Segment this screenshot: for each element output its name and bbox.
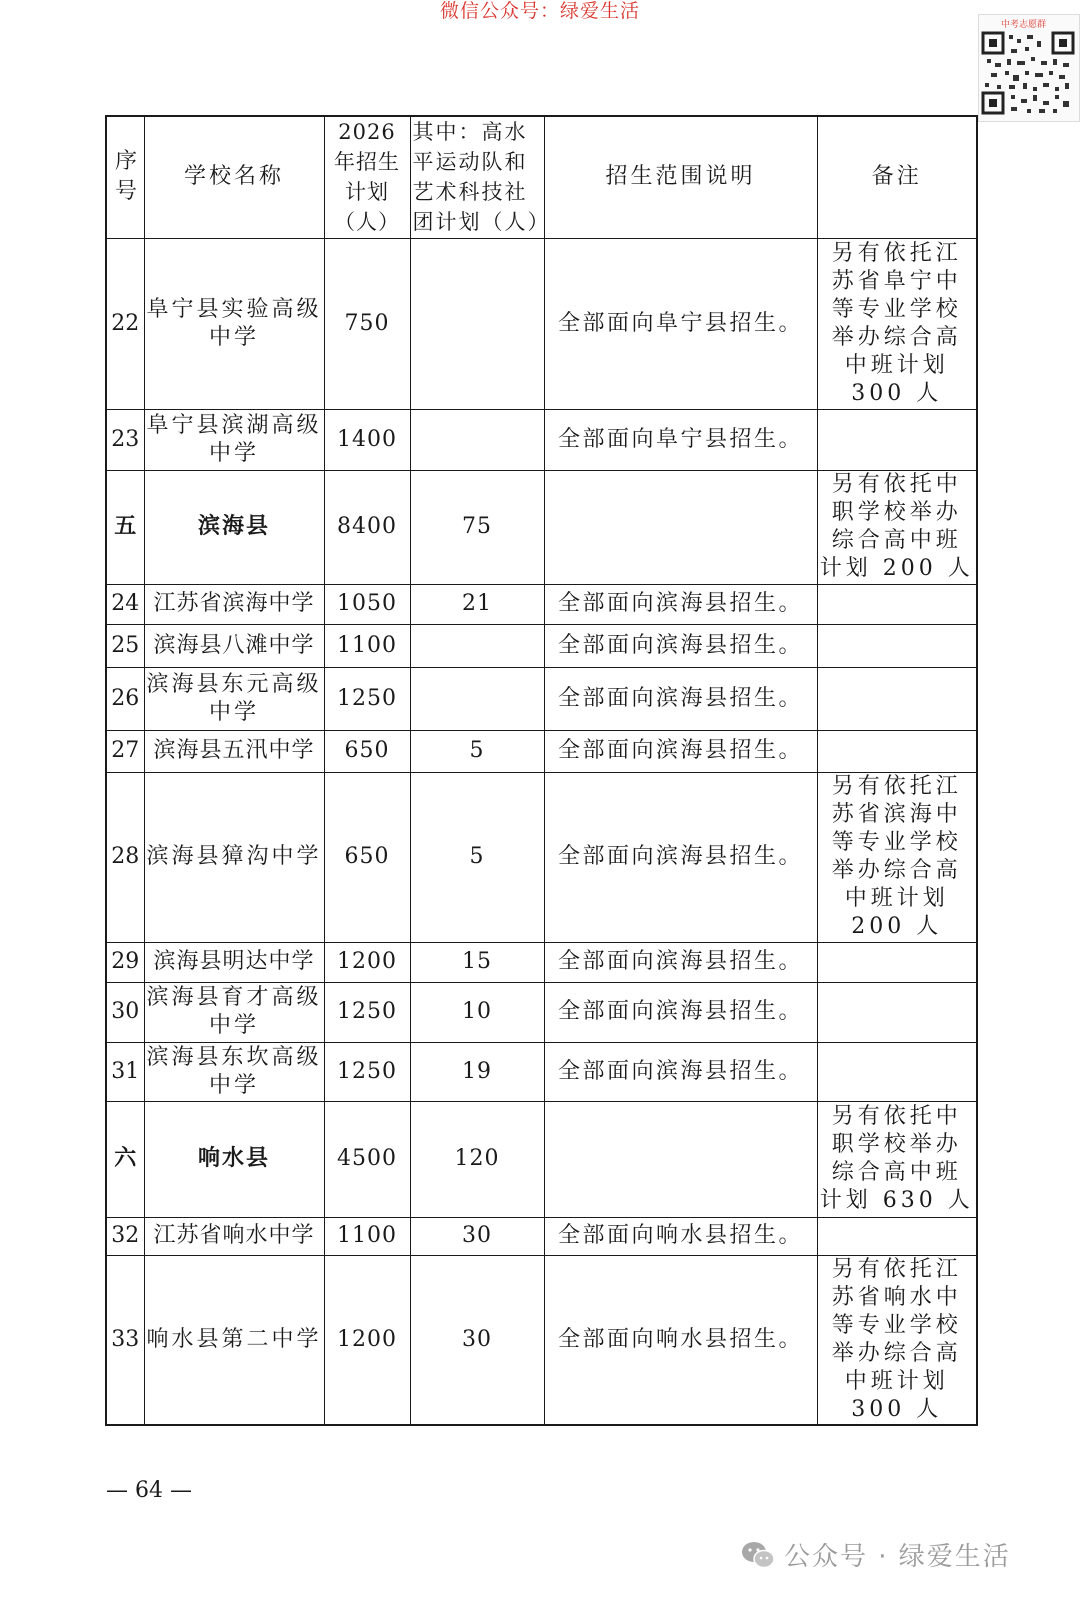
row-no: 23 <box>106 409 144 470</box>
row-plan: 1250 <box>324 1042 410 1101</box>
row-special: 30 <box>410 1255 544 1425</box>
table-row <box>106 238 977 409</box>
row-plan: 650 <box>324 730 410 772</box>
watermark-text: 公众号 · 绿爱生活 <box>784 1542 1011 1572</box>
row-note: 另有依托江苏省阜宁中等专业学校举办综合高中班计划 300 人 <box>817 238 977 409</box>
qr-code-icon <box>981 29 1075 117</box>
enrollment-plan-table <box>105 115 978 1426</box>
row-special: 15 <box>410 942 544 982</box>
row-plan: 1200 <box>324 1255 410 1425</box>
table-row <box>106 1217 977 1255</box>
top-banner: 微信公众号：绿爱生活 <box>439 0 640 22</box>
row-special <box>410 624 544 667</box>
row-scope: 全部面向滨海县招生。 <box>544 1042 817 1101</box>
row-scope: 全部面向响水县招生。 <box>544 1255 817 1425</box>
row-special <box>410 667 544 730</box>
row-school-name: 滨海县明达中学 <box>144 942 324 982</box>
table-row <box>106 584 977 624</box>
row-no: 22 <box>106 238 144 409</box>
header-note: 备注 <box>817 116 977 238</box>
row-special: 5 <box>410 772 544 942</box>
table-row <box>106 1255 977 1425</box>
row-note: 另有依托中职学校举办综合高中班计划 630 人 <box>817 1101 977 1217</box>
table-row <box>106 667 977 730</box>
row-note <box>817 667 977 730</box>
row-no: 28 <box>106 772 144 942</box>
county-row <box>106 1101 977 1217</box>
table-row <box>106 982 977 1042</box>
row-no: 25 <box>106 624 144 667</box>
row-no: 五 <box>106 470 144 584</box>
row-note: 另有依托江苏省滨海中等专业学校举办综合高中班计划 200 人 <box>817 772 977 942</box>
row-note: 另有依托江苏省响水中等专业学校举办综合高中班计划 300 人 <box>817 1255 977 1425</box>
row-scope: 全部面向响水县招生。 <box>544 1217 817 1255</box>
row-note <box>817 584 977 624</box>
header-plan: 2026 年招生计划（人） <box>324 116 410 238</box>
row-scope: 全部面向滨海县招生。 <box>544 584 817 624</box>
row-no: 29 <box>106 942 144 982</box>
row-special: 10 <box>410 982 544 1042</box>
row-special: 75 <box>410 470 544 584</box>
row-county-name: 滨海县 <box>144 470 324 584</box>
qr-code-image <box>978 14 1080 122</box>
row-no: 31 <box>106 1042 144 1101</box>
row-note <box>817 409 977 470</box>
row-plan: 1200 <box>324 942 410 982</box>
row-no: 六 <box>106 1101 144 1217</box>
row-no: 27 <box>106 730 144 772</box>
row-school-name: 阜宁县实验高级中学 <box>144 238 324 409</box>
row-no: 30 <box>106 982 144 1042</box>
row-note <box>817 1217 977 1255</box>
table-row <box>106 624 977 667</box>
row-school-name: 滨海县獐沟中学 <box>144 772 324 942</box>
county-row <box>106 470 977 584</box>
row-plan: 1250 <box>324 982 410 1042</box>
header-seq: 序号 <box>106 116 144 238</box>
table-row <box>106 772 977 942</box>
row-plan: 1050 <box>324 584 410 624</box>
row-scope: 全部面向阜宁县招生。 <box>544 238 817 409</box>
row-special: 5 <box>410 730 544 772</box>
row-plan: 1100 <box>324 624 410 667</box>
row-plan: 8400 <box>324 470 410 584</box>
row-special: 120 <box>410 1101 544 1217</box>
row-plan: 1250 <box>324 667 410 730</box>
row-scope: 全部面向滨海县招生。 <box>544 942 817 982</box>
qr-tag: 中考志愿群 <box>1001 20 1047 30</box>
header-school-name: 学校名称 <box>144 116 324 238</box>
row-plan: 650 <box>324 772 410 942</box>
row-scope: 全部面向滨海县招生。 <box>544 772 817 942</box>
row-note: 另有依托中职学校举办综合高中班计划 200 人 <box>817 470 977 584</box>
row-plan: 1100 <box>324 1217 410 1255</box>
row-school-name: 滨海县五汛中学 <box>144 730 324 772</box>
row-scope <box>544 470 817 584</box>
table-header-row <box>106 116 977 238</box>
row-school-name: 滨海县东元高级中学 <box>144 667 324 730</box>
row-note <box>817 624 977 667</box>
row-plan: 750 <box>324 238 410 409</box>
row-no: 32 <box>106 1217 144 1255</box>
row-note <box>817 1042 977 1101</box>
wechat-icon <box>740 1540 776 1570</box>
row-scope: 全部面向滨海县招生。 <box>544 667 817 730</box>
row-no: 24 <box>106 584 144 624</box>
row-no: 26 <box>106 667 144 730</box>
table-row <box>106 409 977 470</box>
row-note <box>817 982 977 1042</box>
row-special: 21 <box>410 584 544 624</box>
header-special-plan: 其中：高水平运动队和艺术科技社团计划（人） <box>410 116 544 238</box>
row-special: 30 <box>410 1217 544 1255</box>
header-scope: 招生范围说明 <box>544 116 817 238</box>
row-special <box>410 238 544 409</box>
row-scope: 全部面向滨海县招生。 <box>544 730 817 772</box>
row-school-name: 响水县第二中学 <box>144 1255 324 1425</box>
row-scope <box>544 1101 817 1217</box>
row-note <box>817 942 977 982</box>
watermark <box>740 1536 1011 1573</box>
row-school-name: 滨海县东坎高级中学 <box>144 1042 324 1101</box>
row-plan: 1400 <box>324 409 410 470</box>
row-scope: 全部面向滨海县招生。 <box>544 982 817 1042</box>
table-row <box>106 1042 977 1101</box>
row-school-name: 滨海县育才高级中学 <box>144 982 324 1042</box>
row-school-name: 江苏省滨海中学 <box>144 584 324 624</box>
page-number: — 64 — <box>106 1478 192 1503</box>
row-school-name: 阜宁县滨湖高级中学 <box>144 409 324 470</box>
row-special <box>410 409 544 470</box>
row-scope: 全部面向阜宁县招生。 <box>544 409 817 470</box>
row-no: 33 <box>106 1255 144 1425</box>
row-school-name: 江苏省响水中学 <box>144 1217 324 1255</box>
row-note <box>817 730 977 772</box>
table-row <box>106 942 977 982</box>
row-scope: 全部面向滨海县招生。 <box>544 624 817 667</box>
table-row <box>106 730 977 772</box>
row-school-name: 滨海县八滩中学 <box>144 624 324 667</box>
row-special: 19 <box>410 1042 544 1101</box>
row-county-name: 响水县 <box>144 1101 324 1217</box>
row-plan: 4500 <box>324 1101 410 1217</box>
